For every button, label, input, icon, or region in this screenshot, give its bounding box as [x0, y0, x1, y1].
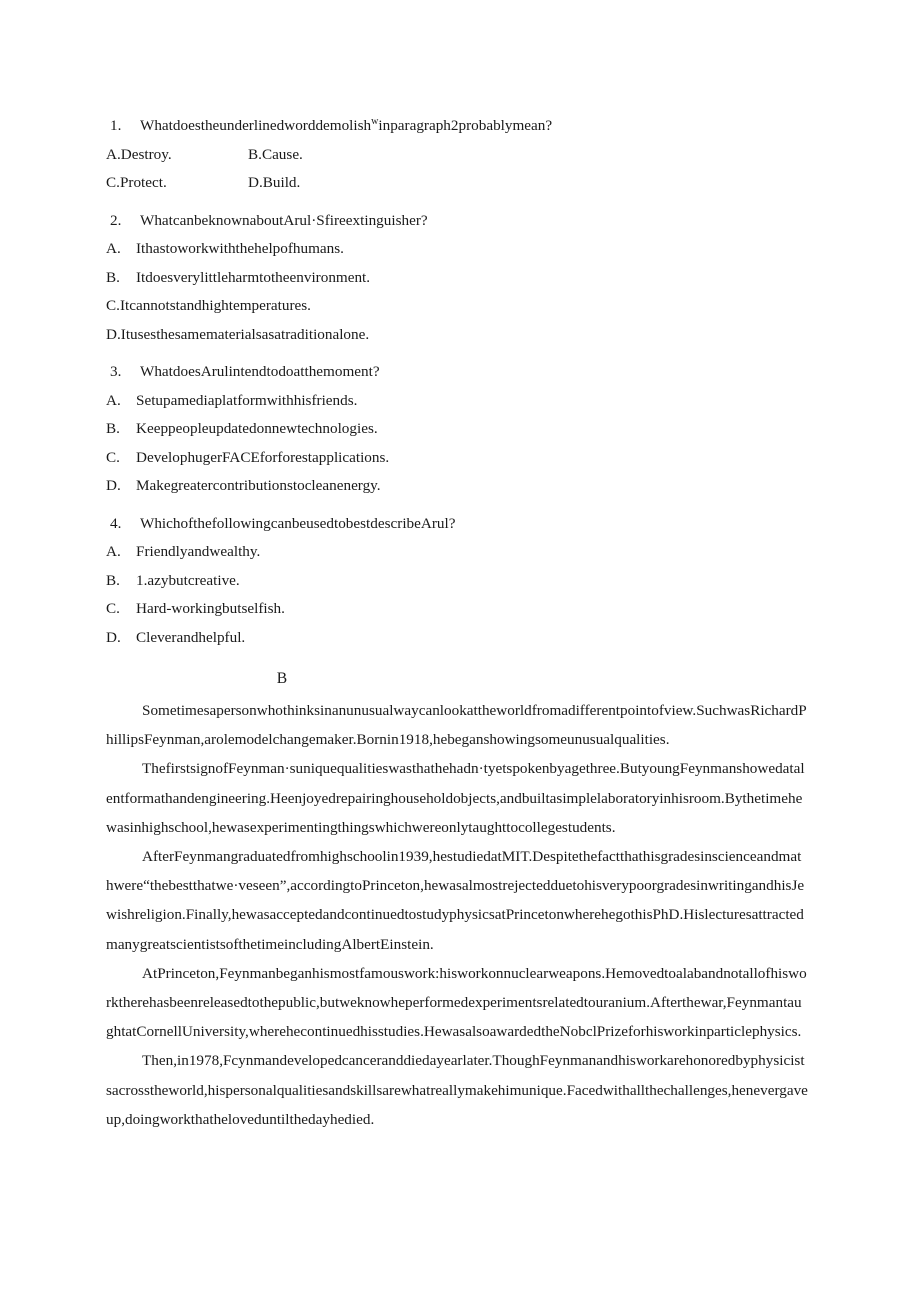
option-3a-text: Setupamediaplatformwithhisfriends.: [136, 391, 358, 409]
question-4-number: 4.: [110, 514, 122, 532]
option-1a-text: Destroy.: [120, 145, 172, 163]
question-4-option-d-row: [106, 624, 808, 653]
option-1b-label: B.: [248, 145, 262, 163]
option-1d-label: D.: [248, 174, 263, 191]
passage-paragraph-4: AtPrinceton,Feynmanbeganhismostfamouswork:hisworkonnuclearweapons.Hemovedtoalabandnotallofhisworktherehasbeenreleasedtothepublic,butweknowheperformedexperimentsrelatedtouranium.Afterthewar,FeynmantaughtatCornellUniversity,wherehecontinuedhisstudies.HewasalsoawardedtheNobclPrizeforhisworkinparticlephysics.: [106, 964, 807, 1041]
option-3c[interactable]: [106, 444, 389, 473]
passage-paragraph-1: Sometimesapersonwhothinksinanunusualwaycanlookattheworldfromadifferentpointofview.SuchwasRichardPhillipsFeynman,arolemodelchangemaker.Bornin1918,hebeganshowingsomeunusualqualities.: [106, 702, 807, 749]
option-2a-label: A.: [106, 240, 121, 257]
option-3d-label: D.: [106, 477, 121, 494]
option-3a-label: A.: [106, 391, 121, 409]
question-1-stem-text: Whatdoestheunderlinedworddemolish: [140, 117, 372, 134]
question-4-option-b-row: [106, 567, 808, 596]
option-2c-label: C.: [106, 297, 120, 314]
question-3-option-b-row: [106, 415, 808, 444]
option-4d[interactable]: [106, 624, 245, 653]
option-2b-text: Itdoesverylittleharmtotheenvironment.: [136, 268, 371, 286]
question-block-4: [106, 510, 808, 653]
option-1d-text: Build.: [262, 174, 301, 191]
question-4-option-a-row: [106, 538, 808, 567]
passage-paragraph-3: AfterFeynmangraduatedfromhighschoolin1939,hestudiedatMIT.Despitethefactthathisgradesinscienceandmathwere“thebestthatwe·veseen”,accordingtoPrinceton,hewasalmostrejectedduetohisverypoorgradesinwritingandhisJewishreligion.Finally,hewasacceptedandcontinuedtostudyphysicsatPrincetonwherehegothisPhD.HislecturesattractedmanygreatscientistsofthetimeincludingAlbertEinstein.: [106, 848, 805, 953]
option-4a[interactable]: [106, 538, 260, 567]
option-3c-text: DevelophugerFACEforforestapplications.: [136, 448, 390, 466]
option-4c-label: C.: [106, 600, 120, 617]
question-block-2: [106, 207, 808, 350]
option-4c[interactable]: [106, 595, 285, 624]
option-1a-label: A.: [106, 145, 121, 163]
option-3c-label: C.: [106, 448, 120, 466]
option-4d-label: D.: [106, 628, 121, 646]
question-3-option-d-row: [106, 472, 808, 501]
option-3a[interactable]: [106, 387, 357, 416]
question-1-stem-text-tail: inparagraph2probablymean?: [378, 117, 553, 134]
option-3b-text: Keeppeopleupdatedonnewtechnologies.: [136, 420, 378, 437]
question-1-superscript: w: [371, 115, 379, 127]
question-4-stem: [106, 510, 808, 539]
option-2c[interactable]: [106, 292, 311, 321]
option-2c-text: Itcannotstandhightemperatures.: [119, 297, 311, 314]
question-3-number: 3.: [110, 363, 122, 380]
option-2a-text: Ithastoworkwiththehelpofhumans.: [136, 240, 344, 257]
option-2b-label: B.: [106, 268, 120, 286]
option-4a-label: A.: [106, 543, 121, 560]
question-2-number: 2.: [110, 211, 122, 229]
option-1d[interactable]: [248, 169, 300, 198]
question-2-option-b-row: [106, 264, 808, 293]
option-1c-text: Protect.: [119, 174, 167, 191]
option-3b-label: B.: [106, 420, 120, 437]
option-2a[interactable]: [106, 235, 344, 264]
question-2-option-d-row: [106, 321, 808, 350]
page-content: [106, 112, 808, 1134]
question-1-stem: [106, 112, 808, 141]
option-2d-text: Itusesthesamematerialsasatraditionalone.: [120, 325, 370, 343]
option-3d[interactable]: [106, 472, 381, 501]
question-2-stem-text: WhatcanbeknownaboutArul·Sfireextinguisher?: [140, 211, 428, 229]
question-2-stem: [106, 207, 808, 236]
passage-paragraph-5: Then,in1978,Fcynmandevelopedcanceranddiedayearlater.ThoughFeynmanandhisworkarehonoredbyphysicistsacrosstheworld,hispersonalqualitiesandskillsarewhatreallymakehimunique.Facedwithallthechallenges,henevergaveup,doingworkthatheloveduntilthedayhedied.: [106, 1052, 808, 1128]
question-1-number: 1.: [110, 117, 122, 134]
question-2-option-c-row: [106, 292, 808, 321]
option-1c-label: C.: [106, 174, 120, 191]
question-3-stem: [106, 358, 808, 387]
option-1a[interactable]: [106, 141, 248, 170]
question-3-option-a-row: [106, 387, 808, 416]
question-block-3: [106, 358, 808, 501]
option-4d-text: Cleverandhelpful.: [136, 628, 246, 646]
question-4-option-c-row: [106, 595, 808, 624]
option-2b[interactable]: [106, 264, 370, 293]
option-3b[interactable]: [106, 415, 378, 444]
option-1c[interactable]: [106, 169, 248, 198]
passage-paragraph-2: ThefirstsignofFeynman·suniquequalitieswasthathehadn·tyetspokenbyagethree.ButyoungFeynmanshowedatalentformathandengineering.Heenjoyedrepairinghouseholdobjects,andbuiltasimplelaboratoryinhisroom.Bythetimehewasinhighschool,hewasexperimentingthingswhichwereonlytaughttocollegestudents.: [106, 760, 805, 836]
passage-section-letter: B: [276, 670, 288, 687]
option-4c-text: Hard-workingbutselfish.: [136, 600, 285, 617]
option-4b[interactable]: [106, 567, 240, 596]
option-3d-text: Makegreatercontributionstocleanenergy.: [136, 477, 381, 494]
option-1b-text: Cause.: [261, 145, 303, 163]
option-4a-text: Friendlyandwealthy.: [136, 543, 261, 560]
option-2d[interactable]: [106, 321, 369, 350]
question-3-option-c-row: [106, 444, 808, 473]
option-4b-label: B.: [106, 571, 120, 589]
question-3-stem-text: WhatdoesArulintendtodoatthemoment?: [140, 363, 380, 380]
question-1-options-row-2: [106, 169, 808, 198]
question-2-option-a-row: [106, 235, 808, 264]
question-1-options-row-1: [106, 141, 808, 170]
option-4b-text: 1.azybutcreative.: [136, 571, 240, 589]
question-4-stem-text: WhichofthefollowingcanbeusedtobestdescribeArul?: [140, 514, 456, 532]
question-block-1: [106, 112, 808, 198]
option-2d-label: D.: [106, 325, 121, 343]
option-1b[interactable]: [248, 141, 303, 170]
